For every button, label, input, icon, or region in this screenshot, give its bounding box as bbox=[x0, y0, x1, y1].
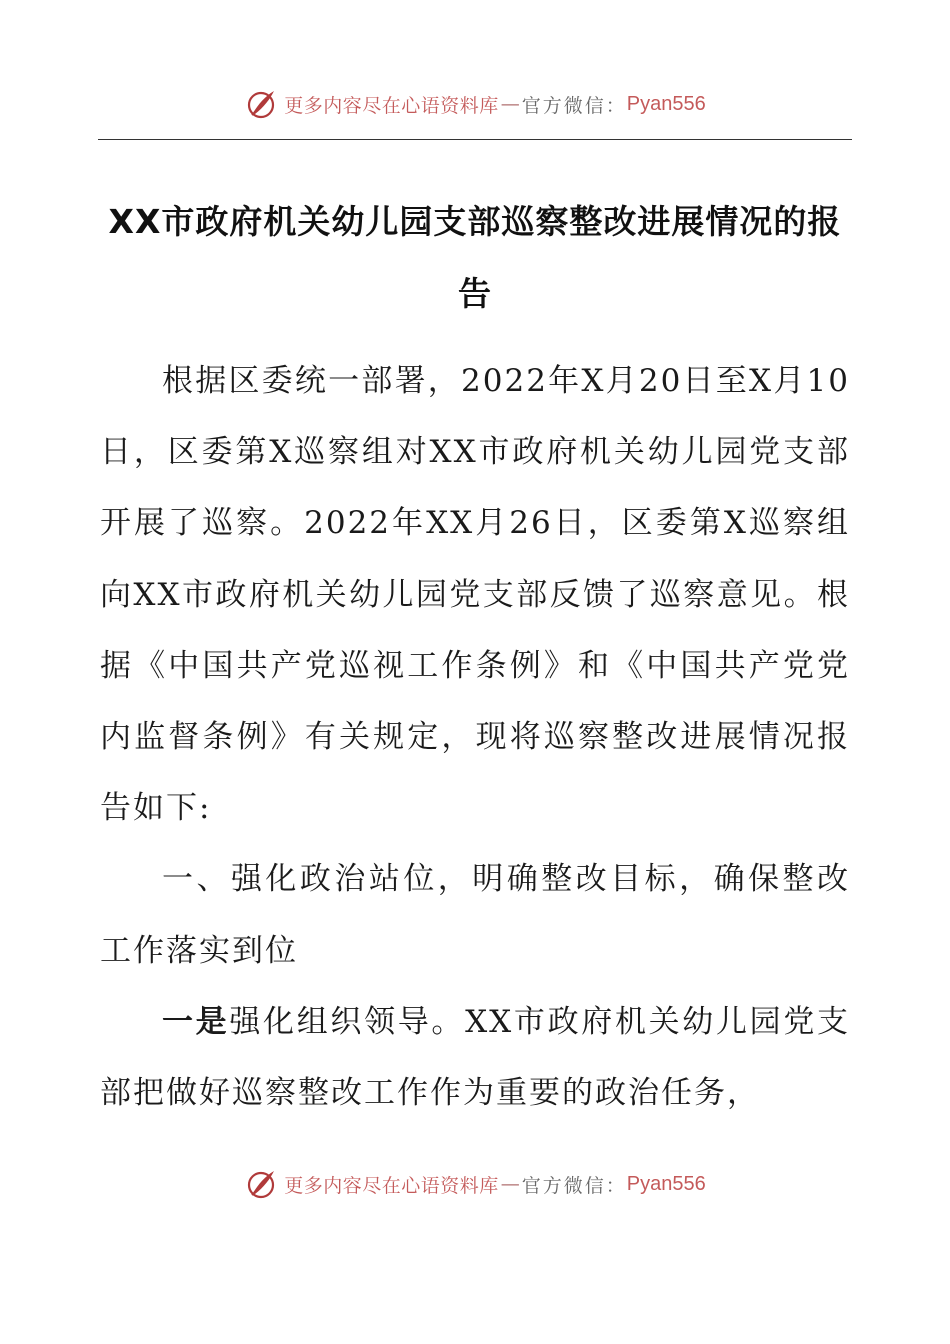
watermark-dash: — bbox=[500, 1173, 520, 1195]
document-body bbox=[100, 346, 850, 1129]
watermark-official-label: 官方微信： bbox=[521, 94, 627, 117]
paragraph-intro bbox=[100, 346, 850, 844]
watermark-wechat-id: Pyan556 bbox=[626, 92, 706, 115]
header-divider bbox=[98, 139, 852, 140]
quill-logo-icon bbox=[244, 1167, 278, 1201]
header-watermark bbox=[0, 84, 950, 124]
paragraph-text: 强化组织领导。XX市政府机关幼儿园党支部把做好巡察整改工作作为重要的政治任务， bbox=[100, 1003, 851, 1112]
watermark-text: 更多内容尽在心语资料库 bbox=[284, 1174, 499, 1197]
paragraph-point-1 bbox=[100, 987, 850, 1129]
paragraph-text: 根据区委统一部署，2022年X月20日至X月10日，区委第X巡察组对XX市政府机关幼儿园党支部开展了巡察。2022年XX月26日，区委第X巡察组向XX市政府机关幼儿园党支部反馈了巡察意见。根据《中国共产党巡视工作条例》和《中国共产党党内监督条例》有关规定，现将巡察整改进展情况报告如下: bbox=[100, 363, 850, 827]
quill-logo-icon bbox=[244, 87, 278, 121]
paragraph-text: 一、强化政治站位，明确整改目标，确保整改工作落实到位 bbox=[100, 861, 850, 969]
footer-watermark bbox=[0, 1164, 950, 1204]
paragraph-lead: 一是 bbox=[162, 1003, 230, 1040]
watermark-dash: — bbox=[500, 93, 520, 115]
document-title: XX市政府机关幼儿园支部巡察整改进展情况的报告 bbox=[108, 202, 842, 313]
section-heading-1 bbox=[100, 844, 850, 986]
watermark-official-label: 官方微信： bbox=[521, 1174, 627, 1197]
watermark-wechat-id: Pyan556 bbox=[626, 1172, 706, 1195]
watermark-text: 更多内容尽在心语资料库 bbox=[284, 94, 499, 117]
